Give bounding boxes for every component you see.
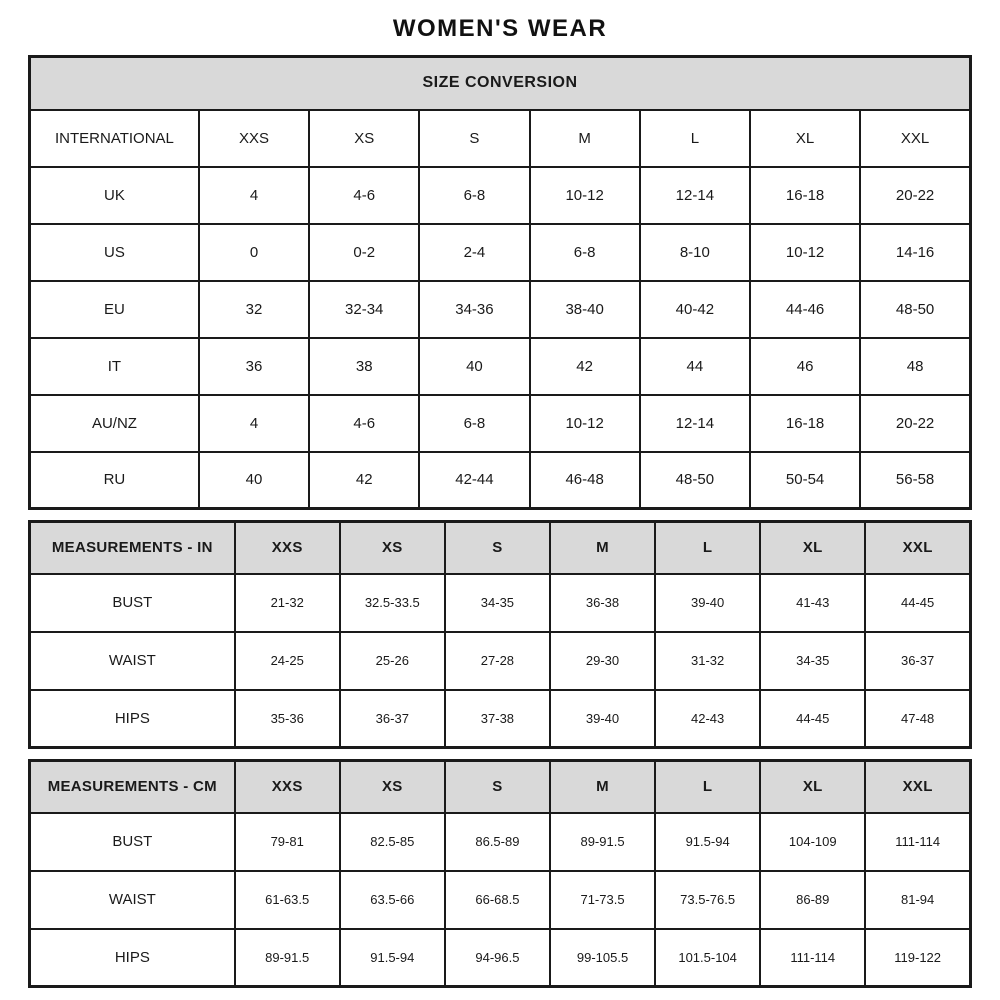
size-cell: 6-8 — [419, 167, 529, 224]
measurement-cell: 91.5-94 — [340, 929, 445, 987]
table-row-us — [30, 224, 971, 281]
size-conversion-column-header-row — [30, 110, 971, 167]
size-cell: 4 — [199, 395, 309, 452]
size-cell: 38-40 — [530, 281, 640, 338]
measurements-in-title: MEASUREMENTS - IN — [30, 522, 235, 574]
column-header-xxl: XXL — [860, 110, 970, 167]
size-cell: 4-6 — [309, 167, 419, 224]
column-header-xl: XL — [750, 110, 860, 167]
size-cell: 10-12 — [530, 167, 640, 224]
table-row-aunz — [30, 395, 971, 452]
size-cell: 32-34 — [309, 281, 419, 338]
table-row-hips-cm — [30, 929, 971, 987]
size-cell: 6-8 — [419, 395, 529, 452]
table-row-waist-in — [30, 632, 971, 690]
measurement-cell: 39-40 — [550, 690, 655, 748]
size-cell: 46-48 — [530, 452, 640, 509]
table-row-waist-cm — [30, 871, 971, 929]
size-cell: 14-16 — [860, 224, 970, 281]
size-conversion-banner-row — [30, 57, 971, 110]
measurement-cell: 32.5-33.5 — [340, 574, 445, 632]
row-label: WAIST — [30, 871, 235, 929]
measurement-cell: 89-91.5 — [235, 929, 340, 987]
measurement-cell: 44-45 — [865, 574, 970, 632]
table-row-ru — [30, 452, 971, 509]
measurement-cell: 35-36 — [235, 690, 340, 748]
measurement-cell: 41-43 — [760, 574, 865, 632]
size-cell: 48-50 — [860, 281, 970, 338]
column-header-xxl: XXL — [865, 761, 970, 813]
size-cell: 42-44 — [419, 452, 529, 509]
size-cell: 0-2 — [309, 224, 419, 281]
measurements-in-header-row — [30, 522, 971, 574]
measurement-cell: 34-35 — [760, 632, 865, 690]
size-cell: 16-18 — [750, 167, 860, 224]
size-cell: 8-10 — [640, 224, 750, 281]
measurement-cell: 89-91.5 — [550, 813, 655, 871]
size-cell: 20-22 — [860, 395, 970, 452]
size-cell: 2-4 — [419, 224, 529, 281]
size-cell: 10-12 — [750, 224, 860, 281]
measurement-cell: 81-94 — [865, 871, 970, 929]
measurement-cell: 86-89 — [760, 871, 865, 929]
table-row-bust-in — [30, 574, 971, 632]
size-cell: 42 — [309, 452, 419, 509]
column-header-s: S — [445, 761, 550, 813]
measurement-cell: 111-114 — [865, 813, 970, 871]
measurement-cell: 31-32 — [655, 632, 760, 690]
table-row-uk — [30, 167, 971, 224]
measurement-cell: 36-37 — [865, 632, 970, 690]
table-row-eu — [30, 281, 971, 338]
measurement-cell: 101.5-104 — [655, 929, 760, 987]
column-header-xs: XS — [340, 761, 445, 813]
measurement-cell: 39-40 — [655, 574, 760, 632]
row-label: IT — [30, 338, 199, 395]
measurement-cell: 21-32 — [235, 574, 340, 632]
column-header-s: S — [419, 110, 529, 167]
row-label: RU — [30, 452, 199, 509]
size-cell: 44-46 — [750, 281, 860, 338]
column-header-m: M — [550, 522, 655, 574]
column-header-xl: XL — [760, 761, 865, 813]
page-title: WOMEN'S WEAR — [392, 15, 608, 42]
measurement-cell: 37-38 — [445, 690, 550, 748]
row-label: EU — [30, 281, 199, 338]
measurements-cm-title: MEASUREMENTS - CM — [30, 761, 235, 813]
row-label: US — [30, 224, 199, 281]
measurement-cell: 36-38 — [550, 574, 655, 632]
size-conversion-table — [28, 55, 972, 510]
measurement-cell: 111-114 — [760, 929, 865, 987]
measurement-cell: 61-63.5 — [235, 871, 340, 929]
column-header-xxl: XXL — [865, 522, 970, 574]
size-cell: 16-18 — [750, 395, 860, 452]
row-label: AU/NZ — [30, 395, 199, 452]
column-header-m: M — [530, 110, 640, 167]
measurement-cell: 27-28 — [445, 632, 550, 690]
measurement-cell: 25-26 — [340, 632, 445, 690]
size-cell: 44 — [640, 338, 750, 395]
column-header-xxs: XXS — [235, 522, 340, 574]
size-cell: 12-14 — [640, 395, 750, 452]
measurement-cell: 24-25 — [235, 632, 340, 690]
size-cell: 4-6 — [309, 395, 419, 452]
size-cell: 0 — [199, 224, 309, 281]
measurement-cell: 42-43 — [655, 690, 760, 748]
table-row-it — [30, 338, 971, 395]
measurement-cell: 86.5-89 — [445, 813, 550, 871]
size-cell: 40 — [199, 452, 309, 509]
size-cell: 10-12 — [530, 395, 640, 452]
size-cell: 38 — [309, 338, 419, 395]
row-label: WAIST — [30, 632, 235, 690]
row-label: BUST — [30, 813, 235, 871]
measurement-cell: 47-48 — [865, 690, 970, 748]
column-header-xs: XS — [340, 522, 445, 574]
measurement-cell: 66-68.5 — [445, 871, 550, 929]
column-header-s: S — [445, 522, 550, 574]
size-cell: 46 — [750, 338, 860, 395]
measurements-cm-table — [28, 759, 972, 988]
size-cell: 36 — [199, 338, 309, 395]
column-header-international: INTERNATIONAL — [30, 110, 199, 167]
measurement-cell: 71-73.5 — [550, 871, 655, 929]
size-cell: 4 — [199, 167, 309, 224]
column-header-l: L — [655, 522, 760, 574]
column-header-m: M — [550, 761, 655, 813]
size-cell: 42 — [530, 338, 640, 395]
column-header-l: L — [655, 761, 760, 813]
table-row-bust-cm — [30, 813, 971, 871]
measurement-cell: 36-37 — [340, 690, 445, 748]
column-header-xxs: XXS — [199, 110, 309, 167]
measurements-in-table — [28, 520, 972, 749]
measurement-cell: 63.5-66 — [340, 871, 445, 929]
measurement-cell: 119-122 — [865, 929, 970, 987]
size-cell: 12-14 — [640, 167, 750, 224]
measurement-cell: 99-105.5 — [550, 929, 655, 987]
size-cell: 32 — [199, 281, 309, 338]
measurement-cell: 73.5-76.5 — [655, 871, 760, 929]
row-label: HIPS — [30, 929, 235, 987]
size-cell: 6-8 — [530, 224, 640, 281]
size-cell: 34-36 — [419, 281, 529, 338]
size-cell: 56-58 — [860, 452, 970, 509]
measurement-cell: 34-35 — [445, 574, 550, 632]
measurement-cell: 29-30 — [550, 632, 655, 690]
row-label: HIPS — [30, 690, 235, 748]
column-header-l: L — [640, 110, 750, 167]
row-label: UK — [30, 167, 199, 224]
measurement-cell: 82.5-85 — [340, 813, 445, 871]
size-cell: 48-50 — [640, 452, 750, 509]
column-header-xs: XS — [309, 110, 419, 167]
column-header-xl: XL — [760, 522, 865, 574]
measurement-cell: 44-45 — [760, 690, 865, 748]
size-cell: 40-42 — [640, 281, 750, 338]
size-cell: 50-54 — [750, 452, 860, 509]
measurement-cell: 104-109 — [760, 813, 865, 871]
size-cell: 48 — [860, 338, 970, 395]
table-row-hips-in — [30, 690, 971, 748]
measurements-cm-header-row — [30, 761, 971, 813]
measurement-cell: 79-81 — [235, 813, 340, 871]
measurement-cell: 94-96.5 — [445, 929, 550, 987]
row-label: BUST — [30, 574, 235, 632]
measurement-cell: 91.5-94 — [655, 813, 760, 871]
size-conversion-banner: SIZE CONVERSION — [30, 57, 971, 110]
size-cell: 40 — [419, 338, 529, 395]
size-cell: 20-22 — [860, 167, 970, 224]
column-header-xxs: XXS — [235, 761, 340, 813]
